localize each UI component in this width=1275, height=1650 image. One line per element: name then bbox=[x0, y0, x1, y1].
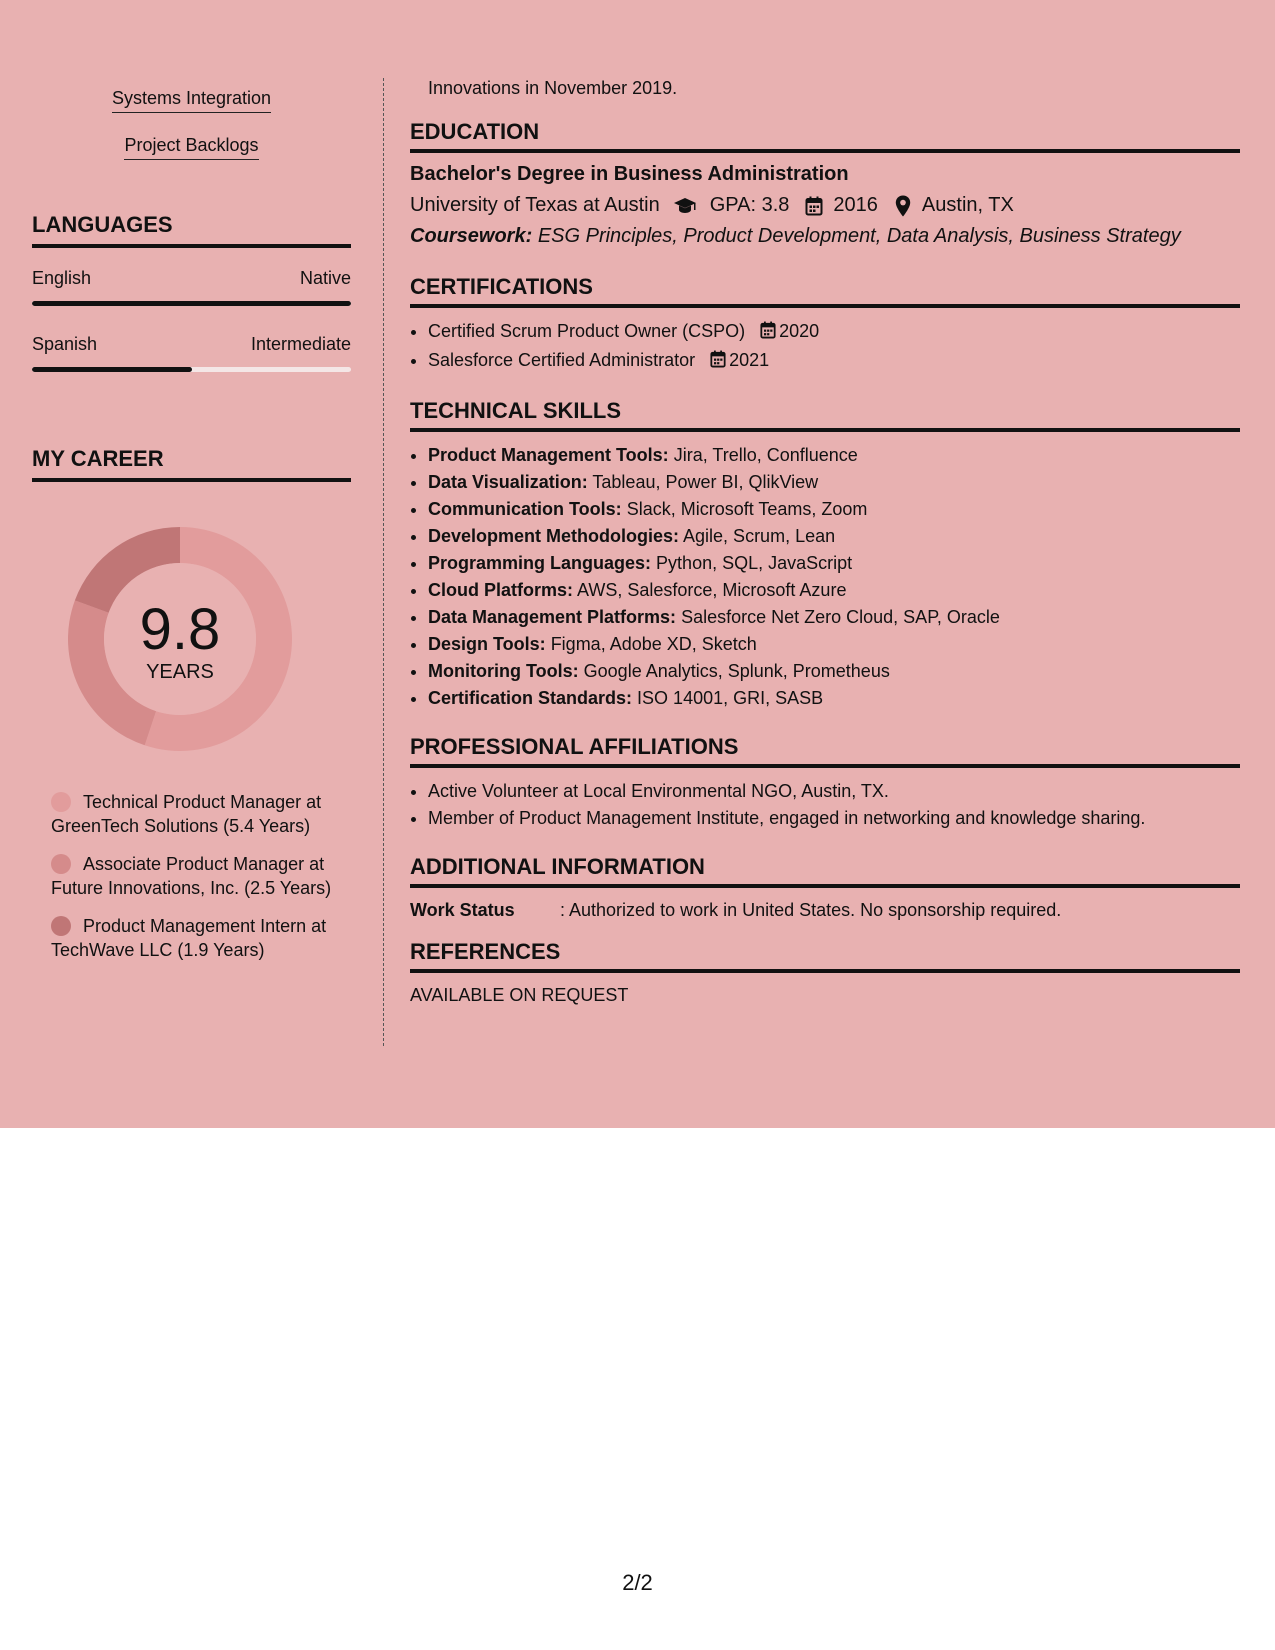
skill-item bbox=[428, 442, 1240, 469]
skill-item bbox=[428, 631, 1240, 658]
certifications-section bbox=[410, 274, 1240, 376]
skill-label: Communication Tools: bbox=[428, 499, 622, 519]
skill-tag: Systems Integration bbox=[112, 88, 271, 113]
language-bar bbox=[32, 367, 351, 372]
career-legend-item bbox=[51, 914, 341, 962]
legend-dot bbox=[51, 854, 71, 874]
education-location: Austin, TX bbox=[921, 194, 1014, 216]
career-legend-item bbox=[51, 790, 341, 838]
calendar-icon bbox=[710, 349, 726, 376]
right-column bbox=[410, 78, 1240, 1006]
affiliations-heading: PROFESSIONAL AFFILIATIONS bbox=[410, 734, 1240, 768]
education-degree: Bachelor's Degree in Business Administration bbox=[410, 163, 849, 185]
skill-value: Salesforce Net Zero Cloud, SAP, Oracle bbox=[681, 607, 1000, 627]
affiliation-item: • Member of Product Management Institute, engaged in networking and knowledge sharing. bbox=[428, 805, 1240, 832]
language-bar-fill bbox=[32, 367, 192, 372]
technical-skills-heading: TECHNICAL SKILLS bbox=[410, 398, 1240, 432]
skill-item bbox=[428, 685, 1240, 712]
education-gpa: GPA: 3.8 bbox=[709, 194, 790, 216]
skill-value: Python, SQL, JavaScript bbox=[656, 553, 853, 573]
legend-label: Technical Product Manager at GreenTech Solutions (5.4 Years) bbox=[51, 792, 322, 836]
education-coursework bbox=[410, 225, 1240, 248]
certification-name: Salesforce Certified Administrator bbox=[428, 350, 696, 370]
skill-item bbox=[428, 604, 1240, 631]
skill-label: Monitoring Tools: bbox=[428, 661, 579, 681]
legend-dot bbox=[51, 792, 71, 812]
skill-tag: Project Backlogs bbox=[124, 135, 258, 160]
certification-item bbox=[428, 318, 1240, 347]
legend-label: Associate Product Manager at Future Innovations, Inc. (2.5 Years) bbox=[51, 854, 332, 898]
certification-name: Certified Scrum Product Owner (CSPO) bbox=[428, 321, 746, 341]
language-level: Intermediate bbox=[250, 334, 351, 354]
career-total-years: 9.8 bbox=[139, 596, 221, 662]
skill-value: Tableau, Power BI, QlikView bbox=[592, 472, 819, 492]
skill-label: Design Tools: bbox=[428, 634, 546, 654]
technical-skills-section bbox=[410, 398, 1240, 712]
skill-item bbox=[428, 658, 1240, 685]
certifications-heading: CERTIFICATIONS bbox=[410, 274, 1240, 308]
skill-label: Cloud Platforms: bbox=[428, 580, 574, 600]
additional-info-heading: ADDITIONAL INFORMATION bbox=[410, 854, 1240, 888]
career-legend-item bbox=[51, 852, 341, 900]
career-section bbox=[32, 446, 351, 962]
skill-value: Figma, Adobe XD, Sketch bbox=[550, 634, 757, 654]
career-donut-chart bbox=[65, 524, 295, 754]
career-heading: MY CAREER bbox=[32, 446, 351, 482]
references-heading: REFERENCES bbox=[410, 939, 1240, 973]
references-text: AVAILABLE ON REQUEST bbox=[410, 985, 629, 1005]
education-year: 2016 bbox=[833, 194, 878, 216]
skill-value: Agile, Scrum, Lean bbox=[683, 526, 836, 546]
career-legend bbox=[51, 790, 341, 962]
graduation-cap-icon bbox=[672, 195, 698, 217]
career-total-unit: YEARS bbox=[146, 660, 214, 683]
skill-value: Google Analytics, Splunk, Prometheus bbox=[583, 661, 890, 681]
legend-label: Product Management Intern at TechWave LLC (1.9 Years) bbox=[51, 916, 327, 960]
skill-item bbox=[428, 550, 1240, 577]
references-section bbox=[410, 939, 1240, 1006]
additional-info-section bbox=[410, 854, 1240, 921]
language-name: Spanish bbox=[32, 334, 98, 354]
skill-value: Jira, Trello, Confluence bbox=[673, 445, 858, 465]
skill-item bbox=[428, 523, 1240, 550]
certification-year: 2021 bbox=[729, 350, 770, 370]
location-pin-icon bbox=[890, 195, 916, 217]
calendar-icon bbox=[760, 320, 776, 347]
page-number: 2/2 bbox=[622, 1570, 653, 1595]
skill-label: Data Management Platforms: bbox=[428, 607, 677, 627]
calendar-icon bbox=[801, 195, 827, 217]
education-heading: EDUCATION bbox=[410, 119, 1240, 153]
language-name: English bbox=[32, 268, 92, 288]
languages-heading: LANGUAGES bbox=[32, 212, 351, 248]
left-column bbox=[32, 78, 351, 976]
legend-dot bbox=[51, 916, 71, 936]
education-school: University of Texas at Austin bbox=[410, 194, 660, 216]
affiliations-section bbox=[410, 734, 1240, 832]
coursework-value: ESG Principles, Product Development, Data Analysis, Business Strategy bbox=[537, 225, 1181, 247]
skill-item bbox=[428, 469, 1240, 496]
skill-item bbox=[428, 577, 1240, 604]
skill-value: ISO 14001, GRI, SASB bbox=[637, 688, 824, 708]
skill-value: AWS, Salesforce, Microsoft Azure bbox=[577, 580, 847, 600]
language-bar bbox=[32, 301, 351, 306]
column-divider bbox=[383, 78, 384, 1046]
skill-label: Data Visualization: bbox=[428, 472, 588, 492]
languages-section bbox=[32, 212, 351, 372]
skill-label: Certification Standards: bbox=[428, 688, 633, 708]
work-status-label: Work Status bbox=[410, 900, 515, 920]
experience-continuation: Innovations in November 2019. bbox=[428, 78, 678, 98]
language-bar-fill bbox=[32, 301, 351, 306]
skill-item bbox=[428, 496, 1240, 523]
certification-year: 2020 bbox=[779, 321, 820, 341]
language-item bbox=[32, 268, 351, 306]
work-status-value: : Authorized to work in United States. No sponsorship required. bbox=[560, 900, 1062, 920]
affiliation-item: • Active Volunteer at Local Environmental NGO, Austin, TX. bbox=[428, 778, 1240, 805]
skill-label: Programming Languages: bbox=[428, 553, 652, 573]
language-item bbox=[32, 334, 351, 372]
coursework-label: Coursework: bbox=[410, 225, 533, 247]
skill-label: Development Methodologies: bbox=[428, 526, 680, 546]
skill-value: Slack, Microsoft Teams, Zoom bbox=[626, 499, 868, 519]
certification-item bbox=[428, 347, 1240, 376]
skill-label: Product Management Tools: bbox=[428, 445, 669, 465]
language-level: Native bbox=[299, 268, 351, 288]
education-section bbox=[410, 119, 1240, 248]
